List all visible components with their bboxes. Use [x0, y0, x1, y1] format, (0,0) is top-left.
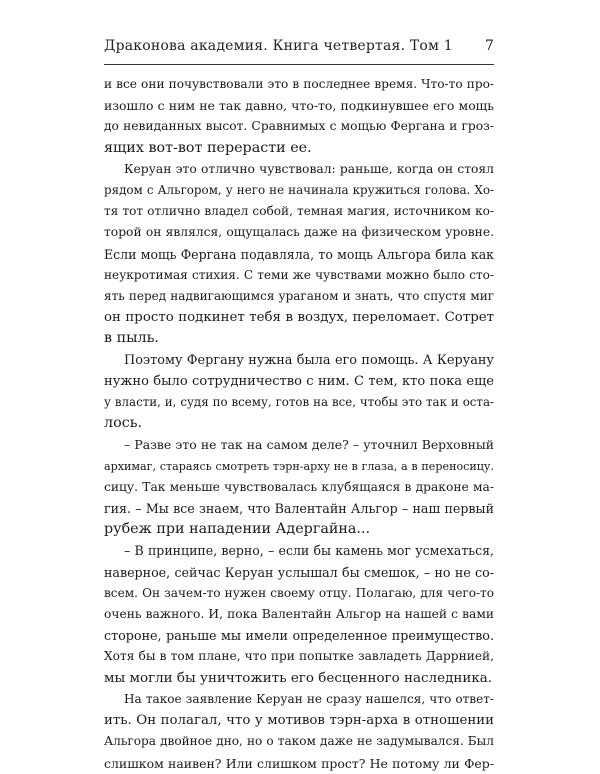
- text-line: тя тот отлично владел собой, темная магия, источником ко-: [104, 204, 494, 219]
- text-line: – В принципе, верно, – если бы камень мог усмехаться,: [124, 543, 494, 559]
- text-line: наверное, сейчас Керуан услышал бы смешок, – но не со-: [104, 564, 494, 580]
- page-number: 7: [484, 38, 494, 54]
- text-line: – Разве это не так на самом деле? – уточнил Верховный: [124, 437, 494, 453]
- text-line: лось.: [104, 415, 143, 432]
- text-line: стороне, раньше мы имели определенное преимущество.: [104, 628, 494, 644]
- text-line: На такое заявление Керуан не сразу нашелся, что ответ-: [124, 691, 494, 706]
- text-line: сицу. Так меньше чувствовалась клубящаяся в драконе ма-: [104, 479, 494, 494]
- text-line: ящих вот-вот перерасти ее.: [104, 139, 312, 156]
- text-line: изошло с ним не так давно, что-то, подкинувшее его мощь: [104, 98, 494, 114]
- text-line: гия. – Мы все знаем, что Валентайн Альгор – наш первый: [104, 501, 494, 517]
- book-title: Драконова академия. Книга четвертая. Том 1: [104, 38, 453, 54]
- text-line: очень важного. И, пока Валентайн Альгор на нашей с вами: [104, 607, 494, 622]
- text-line: Хотя бы в том плане, что при попытке завладеть Даррнией,: [104, 649, 494, 664]
- text-line: в пыль.: [104, 330, 159, 347]
- header-rule: [104, 64, 494, 65]
- text-line: Альгора двойное дно, но о таком даже не задумывался. Был: [104, 734, 494, 749]
- body-text: [104, 74, 494, 774]
- text-line: Керуан это отлично чувствовал: раньше, когда он стоял: [124, 161, 494, 176]
- text-line: до невиданных высот. Сравнимых с мощью Фергана и гроз-: [104, 119, 494, 134]
- text-line: рубеж при нападении Адергайна...: [104, 521, 371, 538]
- text-line: ять перед надвигающимся ураганом и знать, что спустя миг: [104, 289, 494, 304]
- text-line: рядом с Альгором, у него не начинала кружиться голова. Хо-: [104, 183, 494, 198]
- text-line: неукротимая стихия. С теми же чувствами можно было сто-: [104, 267, 494, 282]
- text-line: Поэтому Фергану нужна была его помощь. А Керуану: [124, 352, 494, 368]
- text-line: Если мощь Фергана подавляла, то мощь Альгора била как: [104, 246, 494, 262]
- text-line: всем. Он зачем-то нужен своему отцу. Полагаю, для чего-то: [104, 585, 494, 600]
- running-header: [104, 38, 494, 54]
- text-line: нужно было сотрудничество с ним. С тем, кто пока еще: [104, 373, 494, 389]
- text-line: архимаг, стараясь смотреть тэрн-арху не в глаза, а в переносицу.: [104, 459, 494, 473]
- text-line: и все они почувствовали это в последнее время. Что-то про-: [104, 77, 494, 91]
- text-line: мы могли бы уничтожить его бесценного наследника.: [104, 669, 493, 686]
- text-line: у власти, и, судя по всему, готов на все, чтобы это так и оста-: [104, 395, 494, 410]
- text-line: торой он являлся, ощущалась даже на физическом уровне.: [104, 225, 494, 240]
- text-line: слишком наивен? Или слишком прост? Не потому ли Фер-: [104, 755, 494, 771]
- text-line: ить. Он полагал, что у мотивов тэрн-арха в отношении: [104, 713, 494, 729]
- text-line: он просто подкинет тебя в воздух, переломает. Сотрет: [104, 310, 494, 326]
